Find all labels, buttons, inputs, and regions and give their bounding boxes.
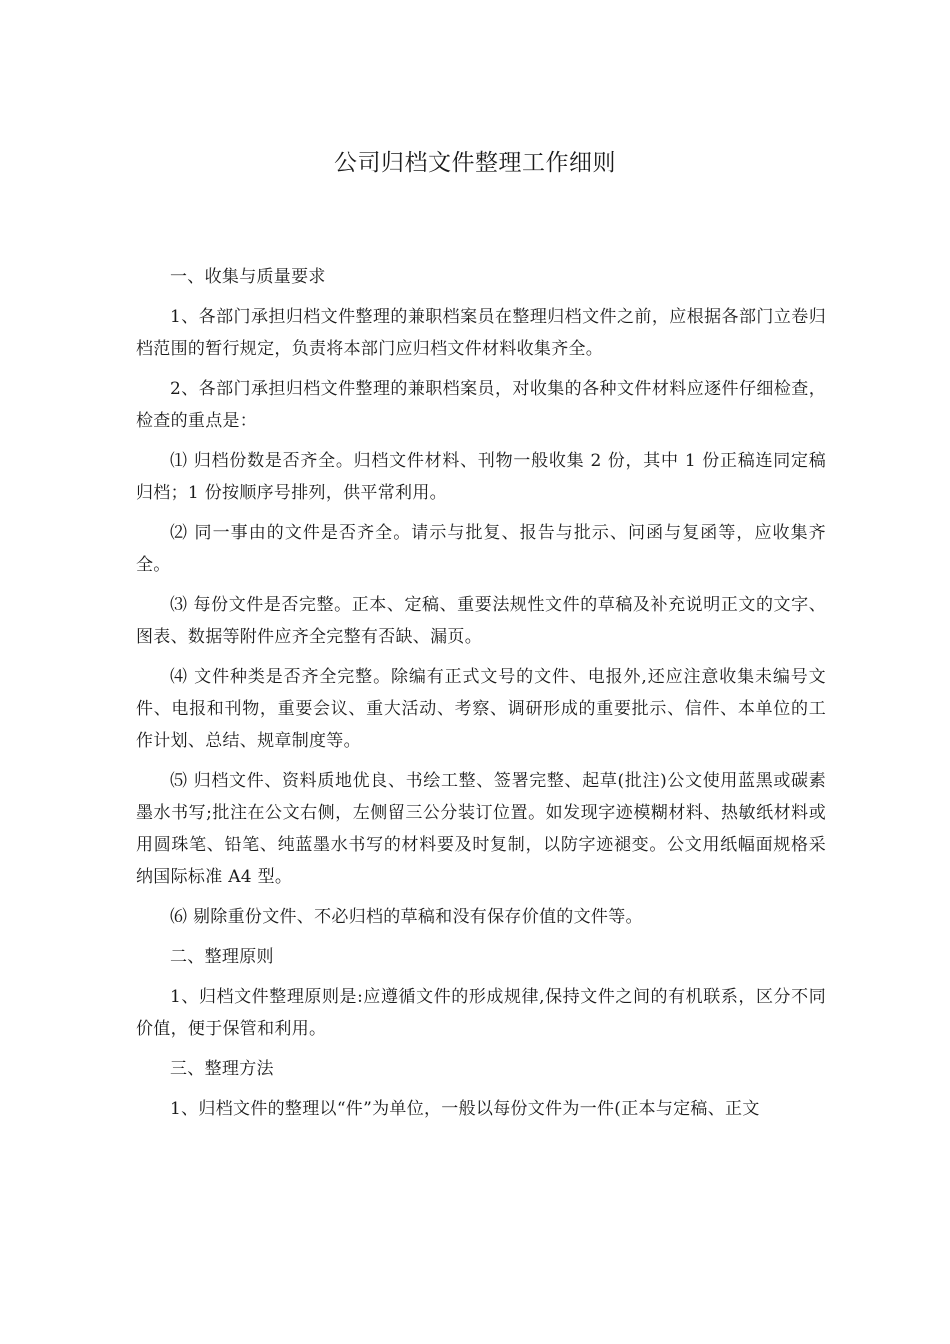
paragraph: 1、归档文件整理原则是:应遵循文件的形成规律,保持文件之间的有机联系，区分不同价值，便于保管和利用。 — [136, 987, 826, 1039]
paragraph: 1、各部门承担归档文件整理的兼职档案员在整理归档文件之前，应根据各部门立卷归档范围的暂行规定，负责将本部门应归档文件材料收集齐全。 — [136, 307, 826, 359]
section-heading: 三、整理方法 — [170, 1059, 274, 1079]
section-heading: 一、收集与质量要求 — [170, 267, 326, 287]
paragraph: ⑵ 同一事由的文件是否齐全。请示与批复、报告与批示、问函与复函等，应收集齐全。 — [136, 523, 826, 575]
paragraph: ⑸ 归档文件、资料质地优良、书绘工整、签署完整、起草(批注)公文使用蓝黑或碳素墨水书写;批注在公文右侧，左侧留三公分装订位置。如发现字迹模糊材料、热敏纸材料或用圆珠笔、铅笔、纯蓝墨水书写的材料要及时复制，以防字迹褪变。公文用纸幅面规格采纳国际标准 A4 型。 — [136, 771, 826, 887]
paragraph: ⑴ 归档份数是否齐全。归档文件材料、刊物一般收集 2 份，其中 1 份正稿连同定稿归档；1 份按顺序号排列，供平常利用。 — [136, 451, 826, 503]
section-heading: 二、整理原则 — [170, 947, 274, 967]
document-title: 公司归档文件整理工作细则 — [334, 150, 616, 176]
paragraph: 2、各部门承担归档文件整理的兼职档案员，对收集的各种文件材料应逐件仔细检查，检查的重点是： — [136, 379, 826, 431]
paragraph: 1、归档文件的整理以“件”为单位，一般以每份文件为一件(正本与定稿、正文 — [170, 1099, 760, 1119]
paragraph: ⑷ 文件种类是否齐全完整。除编有正式文号的文件、电报外,还应注意收集未编号文件、电报和刊物，重要会议、重大活动、考察、调研形成的重要批示、信件、本单位的工作计划、总结、规章制度等。 — [136, 667, 826, 751]
paragraph: ⑶ 每份文件是否完整。正本、定稿、重要法规性文件的草稿及补充说明正文的文字、图表、数据等附件应齐全完整有否缺、漏页。 — [136, 595, 826, 647]
document-body — [136, 261, 826, 1133]
paragraph: ⑹ 剔除重份文件、不必归档的草稿和没有保存价值的文件等。 — [170, 907, 643, 927]
